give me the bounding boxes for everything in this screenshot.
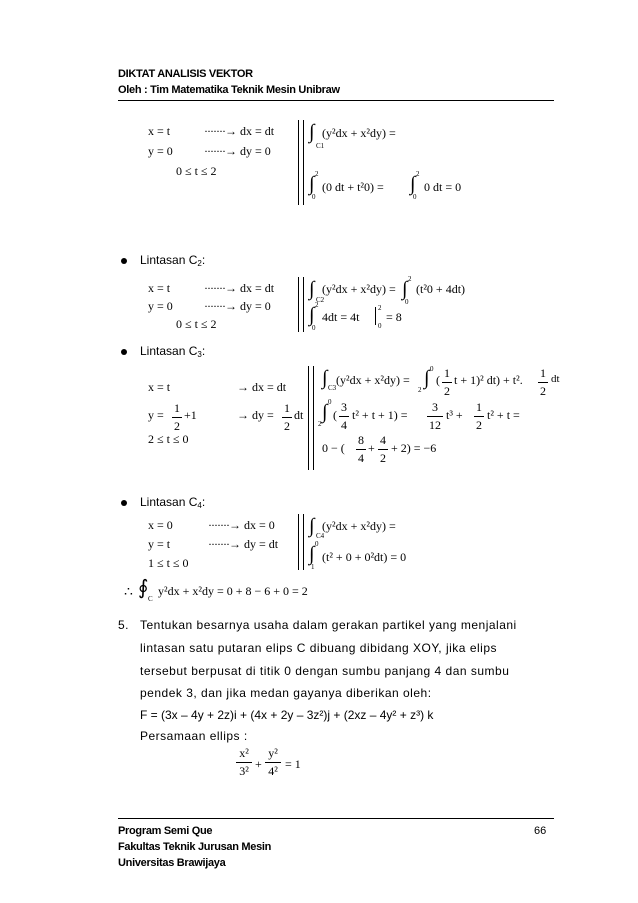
c2-param-y-d: ·······→ dy = 0 bbox=[204, 299, 271, 313]
c3-eq1-paren: ( bbox=[436, 373, 440, 387]
c3-param-y-b: +1 bbox=[184, 408, 197, 422]
c1-eq2b: 0 dt = 0 bbox=[424, 180, 462, 194]
problem5-line6: Persamaan ellips : bbox=[140, 729, 248, 743]
result-contour-integral: ∮ bbox=[138, 577, 149, 599]
c3-eq2-frac-2: 3 12 bbox=[429, 400, 441, 432]
c2-eq1a: (y²dx + x²dy) = bbox=[322, 282, 396, 296]
c2-eq2b: = 8 bbox=[386, 310, 402, 324]
c3-dy-frac: 1 2 bbox=[284, 401, 290, 433]
c3-contour: C3 bbox=[328, 384, 337, 392]
c2-eval-bar bbox=[375, 307, 376, 325]
c3-eq3-plus: + bbox=[368, 441, 375, 455]
problem5-line5: F = (3x – 4y + 2z)i + (4x + 2y – 3z²)j + (2xz – 4y² + z³) k bbox=[140, 708, 434, 722]
c3-eq1-frac-2: 1 2 bbox=[540, 366, 546, 398]
c4-integral-sign: ∫ bbox=[309, 515, 315, 537]
c4-param-y: y = t bbox=[148, 537, 171, 551]
c3-eq3-frac-2: 4 2 bbox=[380, 433, 386, 465]
c1-hi-2: 2 bbox=[416, 170, 420, 178]
c1-param-x-d: ·······→ dx = dt bbox=[204, 124, 275, 138]
c1-lo-2: 0 bbox=[413, 193, 417, 201]
c2-integral-sign-3: ∫ bbox=[309, 304, 315, 326]
c3-lo: 2 bbox=[418, 386, 422, 394]
c1-integral-sign-3: ∫ bbox=[410, 173, 416, 195]
c3-integral-sign: ∫ bbox=[322, 367, 328, 389]
c2-eq1b: (t²0 + 4dt) bbox=[416, 282, 466, 296]
c3-lo-2: 2 bbox=[318, 420, 322, 428]
c1-param-x: x = t bbox=[148, 124, 171, 138]
header-title: DIKTAT ANALISIS VEKTOR bbox=[118, 68, 253, 80]
c3-param-y-frac: 1 2 bbox=[174, 401, 180, 433]
c4-eq1: (y²dx + x²dy) = bbox=[322, 519, 396, 533]
c4-lo: 1 bbox=[311, 563, 315, 571]
c3-eq1a: (y²dx + x²dy) = bbox=[336, 373, 410, 387]
c3-param-x-d: → dx = dt bbox=[237, 380, 287, 394]
c1-integral-sign-2: ∫ bbox=[309, 173, 315, 195]
bullet-c4 bbox=[121, 500, 127, 506]
c3-hi-2: 0 bbox=[328, 398, 332, 406]
c2-eval-hi: 2 bbox=[378, 304, 382, 312]
c2-integral-sign: ∫ bbox=[309, 278, 315, 300]
footer-rule bbox=[118, 818, 554, 819]
c2-param-y: y = 0 bbox=[148, 299, 173, 313]
problem5-line1: Tentukan besarnya usaha dalam gerakan partikel yang menjalani bbox=[140, 618, 517, 632]
c2-eval-lo: 0 bbox=[378, 322, 382, 330]
c3-param-x: x = t bbox=[148, 380, 171, 394]
c1-integral-sign: ∫ bbox=[309, 121, 315, 143]
c3-eq1c: dt bbox=[551, 373, 560, 385]
c2-param-x: x = t bbox=[148, 281, 171, 295]
c4-label: Lintasan C4: bbox=[140, 495, 206, 510]
c3-eq2-frac-3: 1 2 bbox=[476, 400, 482, 432]
ellipse-rhs: = 1 bbox=[285, 757, 301, 771]
footer-faculty: Fakultas Teknik Jurusan Mesin bbox=[118, 841, 272, 853]
c2-param-x-d: ·······→ dx = dt bbox=[204, 281, 275, 295]
c1-param-y-d: ·······→ dy = 0 bbox=[204, 144, 271, 158]
ellipse-plus: + bbox=[255, 757, 262, 771]
c1-hi: 2 bbox=[315, 170, 319, 178]
c2-hi: 2 bbox=[408, 275, 412, 283]
ellipse-frac-y: y² 4² bbox=[265, 746, 281, 779]
c2-divider bbox=[298, 277, 304, 332]
c3-eq3a: 0 − ( bbox=[322, 441, 345, 455]
c4-range: 1 ≤ t ≤ 0 bbox=[148, 556, 189, 570]
c2-lo-2: 0 bbox=[312, 324, 316, 332]
c3-integral-sign-3: ∫ bbox=[322, 401, 328, 423]
problem5-number: 5. bbox=[118, 618, 130, 632]
c3-param-y-d: → dy = bbox=[237, 408, 274, 422]
c3-eq3-frac: 8 4 bbox=[358, 433, 364, 465]
c4-param-y-d: ·······→ dy = dt bbox=[208, 537, 279, 551]
c1-param-y: y = 0 bbox=[148, 144, 173, 158]
c3-param-y-a: y = bbox=[148, 408, 164, 422]
c1-divider bbox=[298, 120, 304, 205]
c4-contour: C4 bbox=[316, 532, 325, 540]
c4-eq2: (t² + 0 + 0²dt) = 0 bbox=[322, 550, 407, 564]
c2-hi-2: 2 bbox=[315, 301, 319, 309]
footer-program: Program Semi Que bbox=[118, 825, 213, 837]
bullet-c3 bbox=[121, 349, 127, 355]
c2-contour: C2 bbox=[316, 296, 325, 304]
c3-hi: 0 bbox=[430, 365, 434, 373]
page-number: 66 bbox=[534, 825, 547, 837]
c3-eq2-paren: ( bbox=[333, 408, 337, 422]
c3-eq1b: t + 1)² dt) + t². bbox=[454, 373, 523, 387]
c2-label: Lintasan C2: bbox=[140, 253, 206, 268]
c3-eq3b: + 2) = −6 bbox=[391, 441, 437, 455]
c4-integral-sign-2: ∫ bbox=[309, 543, 315, 565]
c3-eq2a: t² + t + 1) = bbox=[352, 408, 408, 422]
c1-range: 0 ≤ t ≤ 2 bbox=[176, 164, 217, 178]
ellipse-frac-x: x² 3² bbox=[236, 746, 252, 779]
result-expr: y²dx + x²dy = 0 + 8 − 6 + 0 = 2 bbox=[158, 584, 308, 598]
c3-eq2-frac: 3 4 bbox=[341, 400, 347, 432]
c3-label: Lintasan C3: bbox=[140, 344, 206, 359]
c3-param-y-dt: dt bbox=[294, 408, 304, 422]
c1-lo: 0 bbox=[312, 193, 316, 201]
c2-integral-sign-2: ∫ bbox=[402, 278, 408, 300]
c4-param-x: x = 0 bbox=[148, 518, 173, 532]
c2-eq2: 4dt = 4t bbox=[322, 310, 360, 324]
c3-range: 2 ≤ t ≤ 0 bbox=[148, 432, 189, 446]
c3-eq1-frac: 1 2 bbox=[444, 366, 450, 398]
bullet-c2 bbox=[121, 258, 127, 264]
c4-divider bbox=[298, 514, 304, 570]
footer-university: Universitas Brawijaya bbox=[118, 857, 226, 869]
c3-eq2c: t² + t = bbox=[487, 408, 520, 422]
c1-eq1: (y²dx + x²dy) = bbox=[322, 126, 396, 140]
problem5-line4: pendek 3, dan jika medan gayanya diberikan oleh: bbox=[140, 686, 432, 700]
c4-hi: 0 bbox=[315, 540, 319, 548]
c3-integral-sign-2: ∫ bbox=[424, 367, 430, 389]
problem5-line2: lintasan satu putaran elips C dibuang dibidang XOY, jika elips bbox=[140, 641, 497, 655]
c1-contour: C1 bbox=[316, 142, 325, 150]
c2-range: 0 ≤ t ≤ 2 bbox=[176, 317, 217, 331]
header-rule bbox=[118, 100, 554, 101]
c3-divider bbox=[308, 366, 314, 470]
c2-lo: 0 bbox=[405, 298, 409, 306]
result-therefore: ∴ bbox=[124, 585, 133, 600]
result-contour: C bbox=[148, 595, 153, 603]
c3-eq2b: t³ + bbox=[446, 408, 463, 422]
problem5-line3: tersebut berpusat di titik 0 dengan sumbu panjang 4 dan sumbu bbox=[140, 664, 510, 678]
c1-eq2: (0 dt + t²0) = bbox=[322, 180, 384, 194]
c4-param-x-d: ·······→ dx = 0 bbox=[208, 518, 275, 532]
header-subtitle: Oleh : Tim Matematika Teknik Mesin Unibraw bbox=[118, 84, 340, 96]
